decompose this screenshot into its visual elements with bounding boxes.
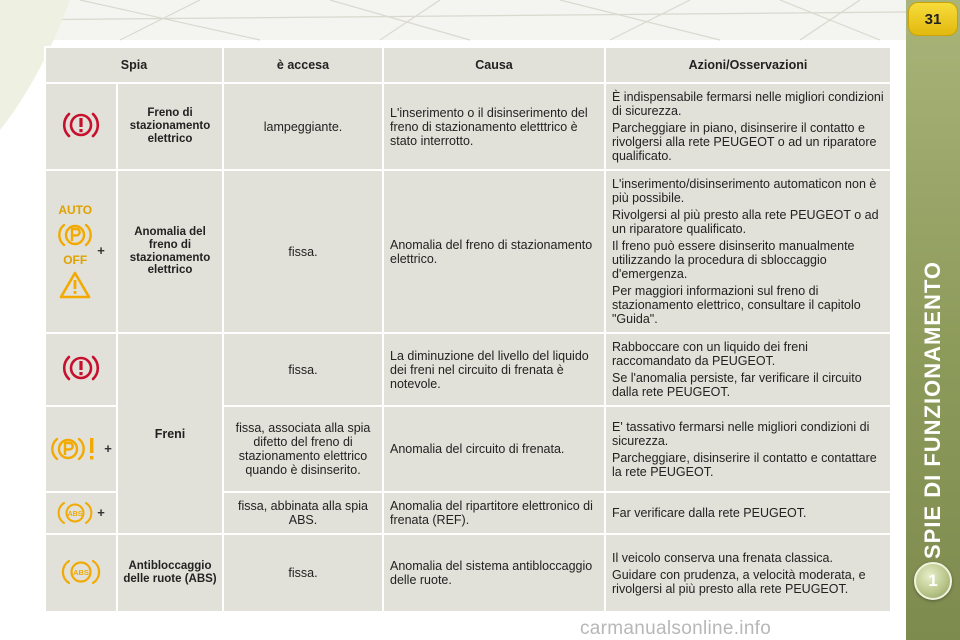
row-cause: Anomalia del circuito di frenata.: [383, 406, 605, 492]
svg-text:ABS: ABS: [73, 567, 89, 577]
off-label: OFF: [63, 252, 88, 267]
brake-warning-red-icon: [61, 351, 101, 385]
action-text: Rabboccare con un liquido dei freni raccomandato da PEUGEOT.: [612, 340, 808, 368]
auto-label: AUTO: [58, 202, 93, 217]
row-name: Anomalia del freno di stazionamento elettrico: [117, 170, 223, 333]
action-text: L'inserimento/disinserimento automaticon non è più possibile.: [612, 177, 877, 205]
action-text: Il freno può essere disinserito manualmente utilizzando la procedura di sbloccaggio d'emergenza.: [612, 239, 855, 281]
row-icon-cell: [45, 406, 117, 492]
svg-text:ABS: ABS: [67, 511, 83, 518]
header-causa: Causa: [383, 47, 605, 83]
row-actions: [605, 492, 891, 534]
row-actions: [605, 333, 891, 406]
warning-lights-table: [44, 46, 892, 613]
row-cause: Anomalia del freno di stazionamento elettrico.: [383, 170, 605, 333]
row-state: fissa, abbinata alla spia ABS.: [223, 492, 383, 534]
row-icon-cell: [45, 170, 117, 333]
page-number: 31: [908, 2, 958, 36]
row-state: fissa.: [223, 534, 383, 612]
row-icon-cell: [45, 83, 117, 170]
row-cause: Anomalia del sistema antibloccaggio delle ruote.: [383, 534, 605, 612]
table-row: [45, 83, 891, 170]
plus-sign: +: [97, 243, 105, 259]
row-cause: L'inserimento o il disinserimento del freno di stazionamento eletttrico è stato interrotto.: [383, 83, 605, 170]
table-row: [45, 333, 891, 406]
table-row: [45, 534, 891, 612]
table-header-row: [45, 47, 891, 83]
plus-sign: +: [97, 504, 105, 520]
abs-amber-icon: [57, 499, 93, 527]
watermark: carmanualsonline.info: [580, 618, 772, 639]
action-text: Parcheggiare, disinserire il contatto e contattare la rete PEUGEOT.: [612, 450, 877, 479]
row-cause: Anomalia del ripartitore elettronico di frenata (REF).: [383, 492, 605, 534]
plus-sign: +: [104, 440, 112, 456]
row-state: fissa.: [223, 170, 383, 333]
row-name: Freno di stazionamento elettrico: [117, 83, 223, 170]
abs-amber-icon: [61, 556, 101, 588]
action-text: E' tassativo fermarsi nelle migliori condizioni di sicurezza.: [612, 419, 870, 448]
row-name: Antibloccaggio delle ruote (ABS): [117, 534, 223, 612]
action-text: Rivolgersi al più presto alla rete PEUGEOT o ad un riparatore qualificato.: [612, 208, 879, 236]
row-actions: [605, 406, 891, 492]
row-actions: [605, 83, 891, 170]
row-actions: [605, 534, 891, 612]
row-state: lampeggiante.: [223, 83, 383, 170]
header-azioni: Azioni/Osservazioni: [605, 47, 891, 83]
row-state: fissa.: [223, 333, 383, 406]
row-icon-cell: [45, 333, 117, 406]
row-state: fissa, associata alla spia difetto del freno di stazionamento elettrico quando è disinserito.: [223, 406, 383, 492]
table-row: [45, 170, 891, 333]
row-icon-cell: [45, 492, 117, 534]
action-text: Per maggiori informazioni sul freno di stazionamento elettrico, consultare il capitolo "Guida".: [612, 284, 861, 326]
action-text: Il veicolo conserva una frenata classica.: [612, 550, 833, 565]
parking-auto-off-icon: [57, 220, 93, 250]
action-text: Se l'anomalia persiste, far verificare il circuito dalla rete PEUGEOT.: [612, 371, 862, 399]
warning-triangle-icon: [58, 270, 92, 300]
row-name: Freni: [117, 333, 223, 534]
action-text: Parcheggiare in piano, disinserire il contatto e rivolgersi alla rete PEUGEOT o ad un riparatore qualificato.: [612, 121, 877, 163]
chapter-title: SPIE DI FUNZIONAMENTO: [920, 260, 945, 560]
row-icon-cell: [45, 534, 117, 612]
action-text: È indispensabile fermarsi nelle migliori condizioni di sicurezza.: [612, 90, 884, 118]
row-actions: [605, 170, 891, 333]
brake-warning-red-icon: [61, 108, 101, 142]
action-text: Far verificare dalla rete PEUGEOT.: [612, 506, 807, 520]
header-spia: Spia: [45, 47, 223, 83]
parking-fault-amber-icon: [50, 433, 100, 465]
action-text: Guidare con prudenza, a velocità moderata, e rivolgersi al più presto alla rete PEUGEOT.: [612, 567, 866, 596]
chapter-badge[interactable]: 1: [914, 562, 952, 600]
row-cause: La diminuzione del livello del liquido dei freni nel circuito di frenata è notevole.: [383, 333, 605, 406]
header-accesa: è accesa: [223, 47, 383, 83]
